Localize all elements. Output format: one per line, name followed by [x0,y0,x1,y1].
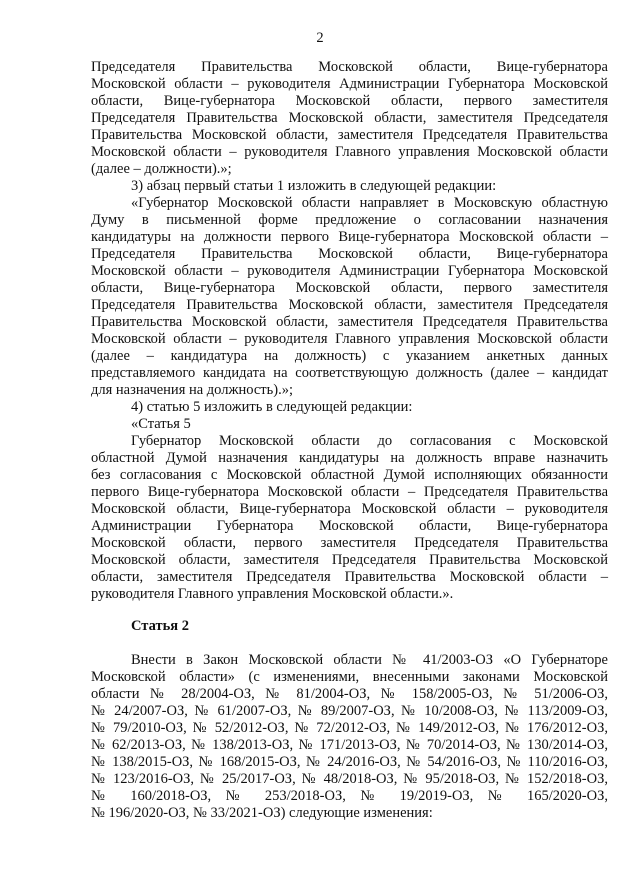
text-line: области, Вице-губернатора Московской области, первого заместителя [91,93,608,109]
text-line: для назначения на должность).»; [91,382,293,398]
text-line: Московской области – руководителя Администрации Губернатора Московской [91,76,608,92]
text-line: Московской области, первого заместителя Председателя Правительства [91,535,608,551]
item-3 [91,178,608,195]
item-4 [91,399,608,433]
article-2-text [91,652,608,822]
paragraph-continuation [91,59,608,178]
text-line: Правительства Московской области, заместителя Председателя Правительства [91,314,608,330]
text-line: Внести в Закон Московской области № 41/2003-ОЗ «О Губернаторе [131,652,608,668]
text-line: без согласования с Московской областной Думой исполняющих обязанности [91,467,608,483]
text-line: первого Вице-губернатора Московской области – Председателя Правительства [91,484,608,500]
text-line: Председателя Правительства Московской области, Вице-губернатора [91,59,608,75]
text-line: Московской области – руководителя Администрации Губернатора Московской [91,263,608,279]
text-line: Председателя Правительства Московской области, заместителя Председателя [91,297,608,313]
page-number: 2 [316,30,324,46]
quoted-paragraph-article-1 [91,195,608,399]
text-line: № 196/2020-ОЗ, № 33/2021-ОЗ) следующие изменения: [91,805,433,821]
text-line: Думу в письменной форме предложение о согласовании назначения [91,212,608,228]
article-5-text [91,433,608,603]
text-line: области, Вице-губернатора Московской области, первого заместителя [91,280,608,296]
text-line: Правительства Московской области, заместителя Председателя Правительства [91,127,608,143]
text-line: № 160/2018-ОЗ, № 253/2018-ОЗ, № 19/2019-ОЗ, № 165/2020-ОЗ, [91,788,608,804]
text-line: (далее – должности).»; [91,161,232,177]
text-line: области, заместителя Председателя Правительства Московской области – [91,569,608,585]
item-4-intro: 4) статью 5 изложить в следующей редакции: [131,399,413,415]
text-line: руководителя Главного управления Московской области.». [91,586,454,602]
text-line: Председателя Правительства Московской области, Вице-губернатора [91,246,608,262]
text-line: № 79/2010-ОЗ, № 52/2012-ОЗ, № 72/2012-ОЗ, № 149/2012-ОЗ, № 176/2012-ОЗ, [91,720,608,736]
article-2-heading: Статья 2 [131,618,189,634]
text-line: № 24/2007-ОЗ, № 61/2007-ОЗ, № 89/2007-ОЗ, № 10/2008-ОЗ, № 113/2009-ОЗ, [91,703,608,719]
text-line: Администрации Губернатора Московской области, Вице-губернатора [91,518,608,534]
text-line: Председателя Правительства Московской области, заместителя Председателя [91,110,608,126]
item-3-intro: 3) абзац первый статьи 1 изложить в следующей редакции: [131,178,497,194]
text-line: (далее – кандидатура на должность) с указанием анкетных данных [91,348,608,364]
article-5-title: «Статья 5 [131,416,191,432]
text-line: Московской области, заместителя Председателя Правительства Московской [91,552,608,568]
text-line: «Губернатор Московской области направляет в Московскую областную [131,195,608,211]
text-line: кандидатуры на должности первого Вице-губернатора Московской области – [91,229,608,245]
text-line: № 123/2016-ОЗ, № 25/2017-ОЗ, № 48/2018-ОЗ, № 95/2018-ОЗ, № 152/2018-ОЗ, [91,771,608,787]
text-line: № 138/2015-ОЗ, № 168/2015-ОЗ, № 24/2016-ОЗ, № 54/2016-ОЗ, № 110/2016-ОЗ, [91,754,608,770]
text-line: области № 28/2004-ОЗ, № 81/2004-ОЗ, № 158/2005-ОЗ, № 51/2006-ОЗ, [91,686,608,702]
text-line: областной Думой назначения кандидатуры на должность вправе назначить [91,450,608,466]
text-line: № 62/2013-ОЗ, № 138/2013-ОЗ, № 171/2013-ОЗ, № 70/2014-ОЗ, № 130/2014-ОЗ, [91,737,608,753]
text-line: Губернатор Московской области до согласования с Московской [131,433,608,449]
text-line: Московской области, Вице-губернатора Московской области – руководителя [91,501,608,517]
text-line: Московской области – руководителя Главного управления Московской области [91,331,608,347]
text-line: Московской области» (с изменениями, внесенными законами Московской [91,669,608,685]
text-line: представляемого кандидата на соответствующую должность (далее – кандидат [91,365,608,381]
text-line: Московской области – руководителя Главного управления Московской области [91,144,608,160]
